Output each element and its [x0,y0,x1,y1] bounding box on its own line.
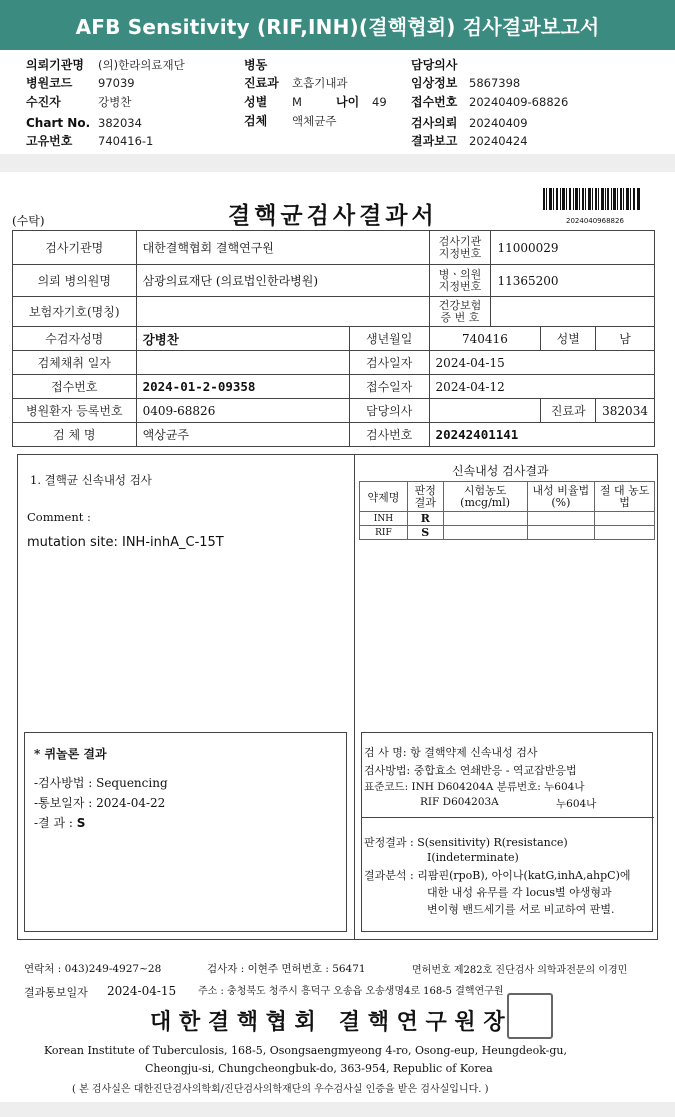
info-label: 담당의사 [411,58,458,72]
table-row [360,526,655,540]
info-row [411,74,520,92]
method-divider [362,817,654,818]
info-label: 결과보고 [411,134,458,148]
info-label: 검사의뢰 [411,116,458,130]
document-title: 결핵균검사결과서 [228,202,438,229]
sensitivity-heading: 신속내성 검사결과 [452,464,549,478]
comment-label: Comment : [27,510,91,524]
quinolone-notify: -통보일자 : 2024-04-22 [34,796,166,810]
specimen-label: 검 체 명 [13,423,137,447]
reg-no-label: 병원환자 등록번호 [13,399,137,423]
test-no-label: 검사번호 [349,423,429,447]
standard-code-2: RIF D604203A [420,796,499,808]
birth-label: 생년월일 [349,327,429,351]
quinolone-method: -검사방법 : Sequencing [34,776,168,790]
receipt-no: 2024-01-2-09358 [136,375,349,399]
info-label: 병동 [244,58,268,72]
quinolone-result-value: S [76,816,86,830]
test-date-label: 검사일자 [349,351,429,375]
hospital-code: 11365200 [491,265,655,297]
quinolone-result-label: -결 과 : [34,816,73,830]
hospital-code-label: 병ㆍ의원 지정번호 [429,265,491,297]
barcode-number: 2024040968826 [566,217,624,225]
lab-name: 대한결핵협회 결핵연구원 [136,231,429,265]
doctor [429,399,541,423]
license: 면허번호 제282호 진단검사 의학과전문의 이경민 [412,965,628,976]
dept-label: 진료과 [541,399,596,423]
drug-result: S [407,526,443,540]
doctor-label: 담당의사 [349,399,429,423]
receipt-no-label: 접수번호 [13,375,137,399]
examiner: 검사자 : 이현주 면허번호 : 56471 [207,963,366,975]
info-row [26,114,142,132]
hospital-label: 의뢰 병의원명 [13,265,137,297]
collect-date-label: 검체채취 일자 [13,351,137,375]
birth: 740416 [429,327,541,351]
col-absolute: 절 대 농도법 [595,482,655,512]
dept: 382034 [596,399,655,423]
quinolone-title: * 퀴놀론 결과 [34,747,107,761]
report-date: 2024-04-15 [107,984,177,998]
standard-code-2b: 누604나 [556,798,597,810]
test-no: 20242401141 [429,423,654,447]
analysis-line-2: 대한 내성 유무를 각 locus별 야생형과 [427,886,612,899]
info-row [26,93,131,111]
test-name: 검 사 명: 항 결핵약제 신속내성 검사 [364,746,538,759]
col-drug: 약제명 [360,482,408,512]
patient-info-section [0,50,675,154]
test-method: 검사방법: 중합효소 연쇄반응 - 역교잡반응법 [364,764,577,777]
report-date-label: 결과통보일자 [24,986,88,999]
official-seal-icon [507,993,553,1039]
info-value: 382034 [98,116,142,130]
info-value: 20240409 [469,116,528,130]
sensitivity-table [359,481,655,540]
address: 주소 : 충청북도 청주시 흥덕구 오송읍 오송생명4로 168-5 결핵연구원 [198,986,504,997]
info-label: 나이 [336,95,360,109]
receipt-date-label: 접수일자 [349,375,429,399]
analysis-line-1: 결과분석 : 리팜핀(rpoB), 아이나(katG,inhA,ahpC)에 [364,869,631,882]
info-row [244,112,336,130]
english-address-1: Korean Institute of Tuberculosis, 168-5, Osongsaengmyeong 4-ro, Osong-eup, Heungdeok-gu, [44,1044,568,1057]
contact: 연락처 : 043)249-4927~28 [24,963,162,975]
info-value: (의)한라의료재단 [98,58,185,72]
standard-code-1: 표준코드: INH D604204A 분류번호: 누604나 [364,781,585,793]
drug-name: RIF [360,526,408,540]
collect-date [136,351,349,375]
specimen: 액상균주 [136,423,349,447]
info-label: 진료과 [244,76,279,90]
info-label: 검체 [244,114,268,128]
reg-no: 0409-68826 [136,399,349,423]
info-label: Chart No. [26,116,91,130]
insurer-label: 보험자기호(명칭) [13,297,137,327]
col-proportion: 내성 비율법(%) [527,482,595,512]
lab-code: 11000029 [491,231,655,265]
consign-label: (수탁) [12,214,45,228]
test-date: 2024-04-15 [429,351,654,375]
col-result: 판정 결과 [407,482,443,512]
sex-label: 성별 [541,327,596,351]
info-value: 20240424 [469,134,528,148]
info-row [411,114,528,132]
barcode-icon [543,188,641,218]
info-row [411,132,528,150]
info-value: 97039 [98,76,135,90]
results-divider [354,454,355,940]
info-value: 5867398 [469,76,521,90]
info-value: 740416-1 [98,134,154,148]
info-label: 고유번호 [26,134,73,148]
info-row [26,56,185,74]
certification-note: ( 본 검사실은 대한진단검사의학회/진단검사의학재단의 우수검사실 인증을 받은 검사실입니다. ) [72,1084,489,1095]
bottom-separator [0,1102,675,1117]
info-label: 병원코드 [26,76,73,90]
analysis-line-3: 변이형 밴드세기를 서로 비교하여 판별. [427,903,615,916]
patient-name-label: 수검자성명 [13,327,137,351]
info-value: 49 [372,95,387,109]
info-row [244,93,387,111]
insurance-no-label: 건강보험 증 번 호 [429,297,491,327]
report-header-bar [0,0,675,50]
info-value: M [292,95,302,109]
quinolone-box [24,732,347,932]
judge-line-1: 판정결과 : S(sensitivity) R(resistance) [364,836,568,849]
hospital: 삼광의료재단 (의료법인한라병원) [136,265,429,297]
info-row [244,56,292,74]
result-document [0,172,675,1102]
report-title: AFB Sensitivity (RIF,INH)(결핵협회) 검사결과보고서 [75,14,600,39]
drug-name: INH [360,512,408,526]
info-label: 의뢰기관명 [26,58,84,72]
info-value: 20240409-68826 [469,95,569,109]
info-value: 호흡기내과 [292,76,348,90]
receipt-date: 2024-04-12 [429,375,654,399]
rapid-test-heading: 1. 결핵균 신속내성 검사 [30,473,152,487]
col-concentration: 시험농도 (mcg/ml) [443,482,527,512]
info-row [411,56,469,74]
lab-name-label: 검사기관명 [13,231,137,265]
insurer [136,297,429,327]
english-address-2: Cheongju-si, Chungcheongbuk-do, 363-954, Republic of Korea [145,1062,493,1075]
info-row [26,132,153,150]
mutation-site: mutation site: INH-inhA_C-15T [27,535,224,550]
organization-name: 대 한 결 핵 협 회 결 핵 연 구 원 장 [150,1009,505,1035]
info-value: 강병찬 [98,95,132,109]
patient-grid [12,230,655,447]
table-row [360,512,655,526]
section-separator [0,154,675,172]
info-label: 수진자 [26,95,61,109]
patient-name: 강병찬 [136,327,349,351]
info-label: 접수번호 [411,95,458,109]
sex: 남 [596,327,655,351]
info-row [411,93,568,111]
info-label: 임상정보 [411,76,458,90]
info-value: 액체균주 [292,114,337,128]
judge-line-2: I(indeterminate) [427,851,519,864]
insurance-no [491,297,655,327]
info-row [244,74,348,92]
quinolone-result [34,814,85,831]
info-label: 성별 [244,95,268,109]
lab-code-label: 검사기관 지정번호 [429,231,491,265]
info-row [26,74,135,92]
drug-result: R [407,512,443,526]
